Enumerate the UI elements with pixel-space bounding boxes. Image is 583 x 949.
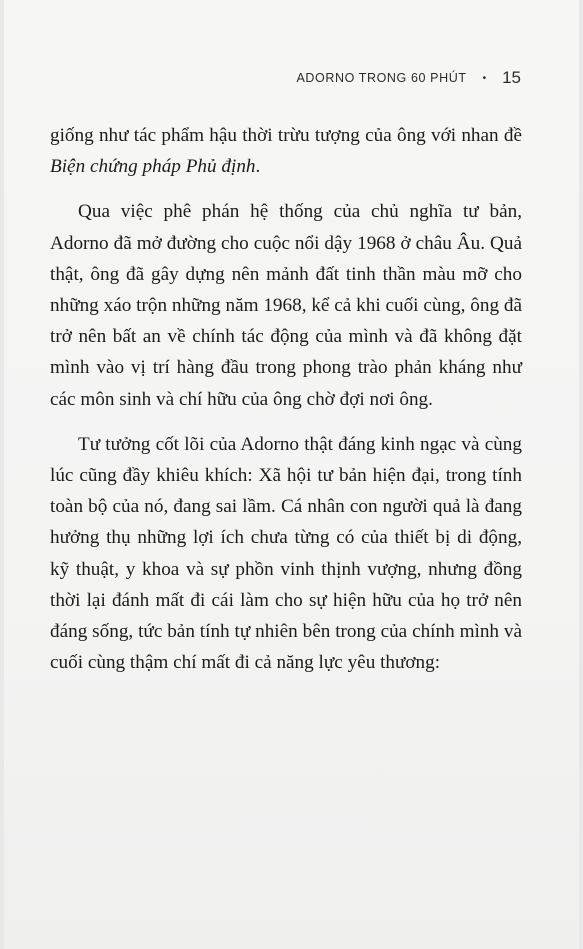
book-page	[4, 0, 579, 949]
page-number: 15	[502, 68, 521, 87]
paragraph-continuation	[50, 120, 522, 182]
page-header	[296, 68, 521, 88]
paragraph: Tư tưởng cốt lõi của Adorno thật đáng kinh ngạc và cùng lúc cũng đầy khiêu khích: Xã hội tư bản hiện đại, trong tính toàn bộ của nó, đang sai lầm. Cá nhân con người quả là đang hưởng thụ những lợi ích chưa từng có của thiết bị di động, kỹ thuật, y khoa và sự phồn vinh thịnh vượng, nhưng đồng thời lại đánh mất đi cái làm cho sự hiện hữu của họ trở nên đáng sống, tức bản tính tự nhiên bên trong của chính mình và cuối cùng thậm chí mất đi cả năng lực yêu thương:	[50, 433, 522, 674]
paragraph-text: .	[255, 156, 261, 178]
paragraph: Qua việc phê phán hệ thống của chủ nghĩa tư bản, Adorno đã mở đường cho cuộc nổi dậy 1968 ở châu Âu. Quả thật, ông đã gây dựng nên mảnh đất tinh thần màu mỡ cho những xáo trộn những năm 1968, kể cả khi cuối cùng, ông đã trở nên bất an về chính tác động của mình và đã không đặt mình vào vị trí hàng đầu trong phong trào phản kháng như các môn sinh và chí hữu của ông chờ đợi nơi ông.	[50, 201, 522, 410]
paragraph-text: giống như tác phẩm hậu thời trừu tượng của ông với nhan đề	[50, 125, 522, 146]
book-title-italic: Biện chứng pháp Phủ định	[50, 156, 256, 178]
header-bullet: •	[482, 72, 487, 84]
running-title: ADORNO TRONG 60 PHÚT	[296, 71, 467, 85]
body-text	[50, 120, 522, 678]
